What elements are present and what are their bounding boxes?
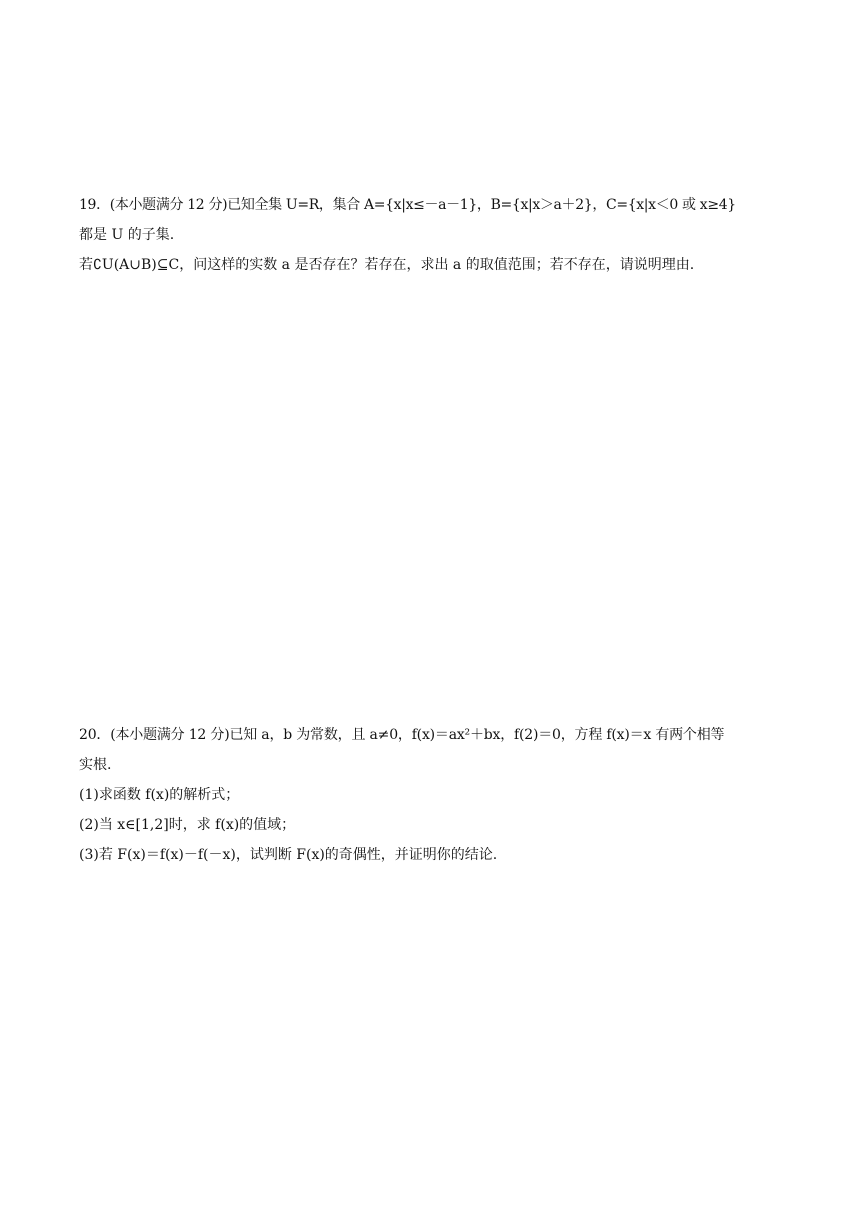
- problem-19-question: 若∁U(A∪B)⊆C，问这样的实数 a 是否存在？若存在，求出 a 的取值范围；若不存在，请说明理由.: [79, 257, 695, 273]
- problem-20-part-1: (1)求函数 f(x)的解析式；: [79, 787, 240, 803]
- problem-19: [79, 190, 791, 280]
- problem-20-statement-line-2: 实根.: [79, 757, 112, 773]
- problem-20: [79, 720, 791, 870]
- problem-20-part-3: (3)若 F(x)＝f(x)－f(－x)，试判断 F(x)的奇偶性，并证明你的结论.: [79, 847, 498, 863]
- problem-20-statement-line-1: 20．(本小题满分 12 分)已知 a，b 为常数，且 a≠0，f(x)＝ax²＋bx，f(2)＝0，方程 f(x)＝x 有两个相等: [79, 727, 725, 743]
- problem-19-statement-line-2: 都是 U 的子集.: [79, 227, 175, 243]
- problem-20-part-2: (2)当 x∈[1,2]时，求 f(x)的值域；: [79, 817, 296, 833]
- problem-19-statement-line-1: 19．(本小题满分 12 分)已知全集 U=R，集合 A={x|x≤－a－1}，B={x|x＞a＋2}，C={x|x＜0 或 x≥4}: [79, 197, 736, 213]
